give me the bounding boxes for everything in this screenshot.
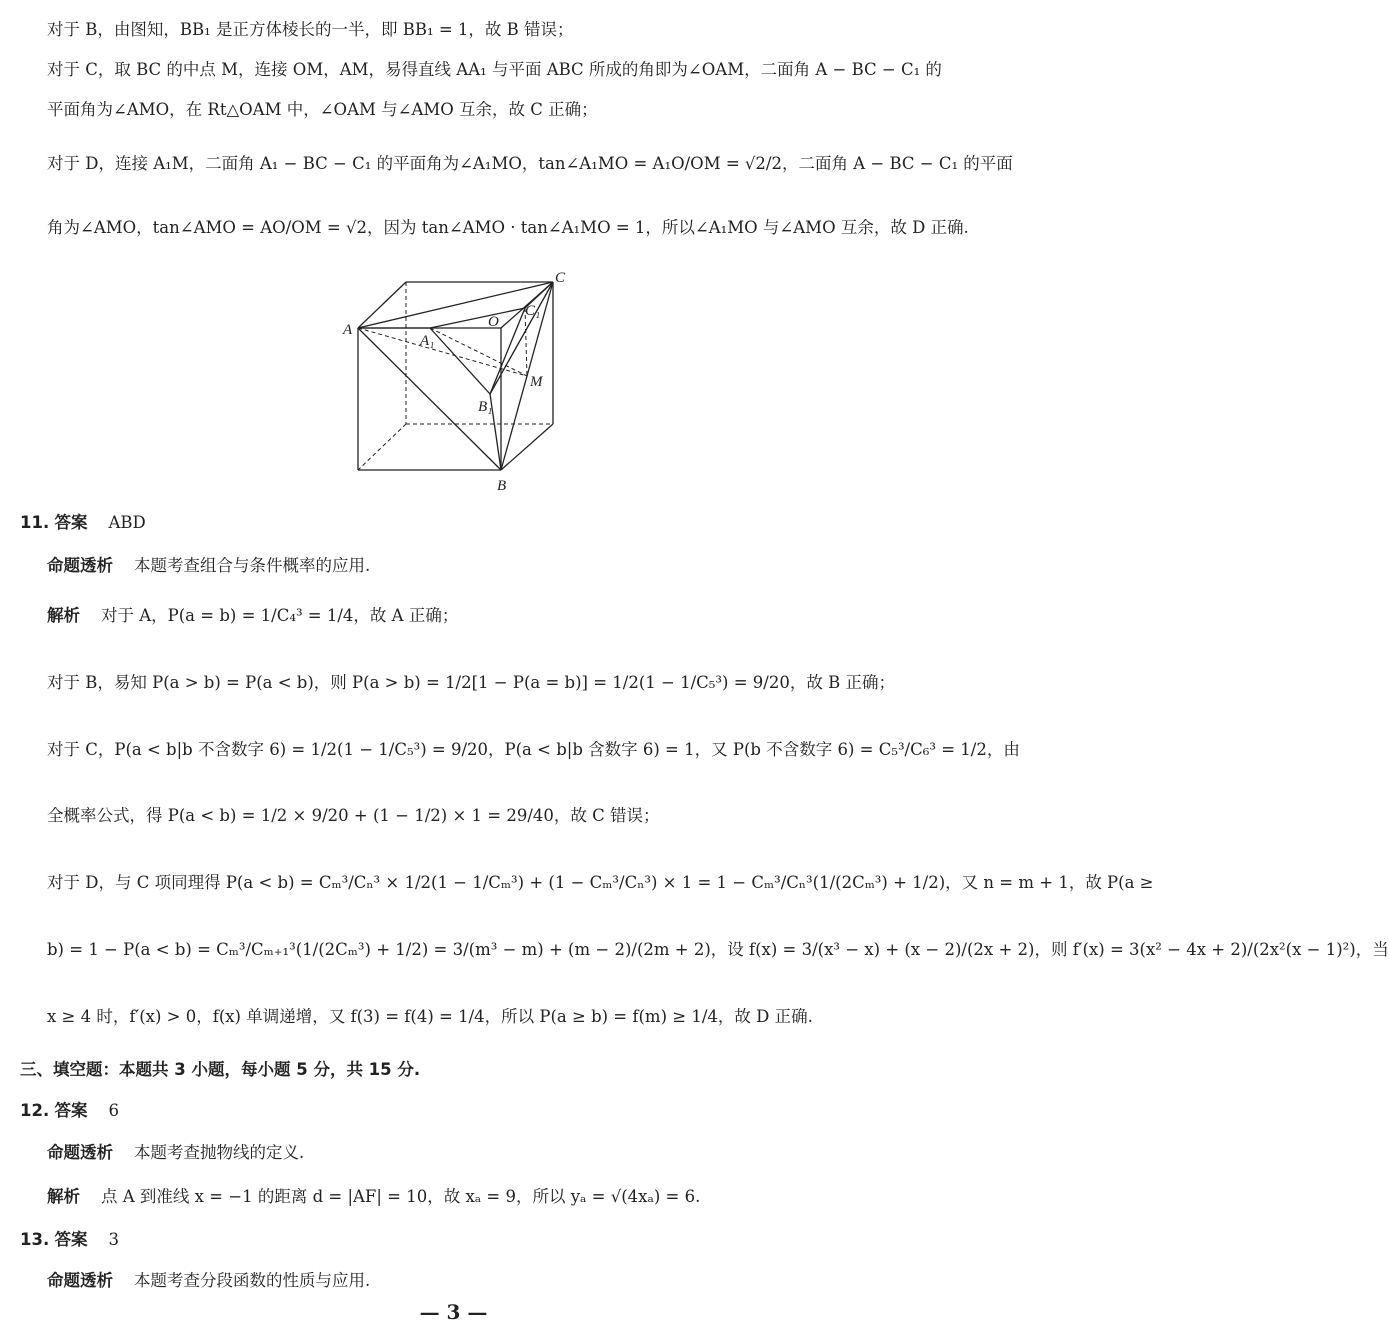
cube-figure [340,262,580,494]
fig-label-o: O [488,314,499,330]
q11-solution-label: 解析 [47,606,80,625]
q13-analysis-label: 命题透析 [47,1271,113,1290]
q11-answer-line [20,513,146,533]
p10-c1-text: 对于 C，取 BC 的中点 M，连接 OM，AM，易得直线 AA₁ 与平面 ABC 所成的角即为∠OAM，二面角 A − BC − C₁ 的 [47,60,942,79]
q13-number: 13. [20,1230,50,1249]
section-3-heading: 三、填空题：本题共 3 小题，每小题 5 分，共 15 分. [20,1060,421,1079]
fig-label-b: B [497,478,507,494]
q13-analysis: 本题考查分段函数的性质与应用. [133,1271,371,1290]
fig-label-a: A [343,322,353,338]
q12-solution-label: 解析 [47,1187,80,1206]
p10-b-text: 对于 B，由图知，BB₁ 是正方体棱长的一半，即 BB₁ = 1，故 B 错误； [47,20,574,39]
fig-label-a1: A₁ [420,333,435,349]
q12-answer-label: 答案 [54,1101,88,1120]
q11-solution-a-line [47,606,458,626]
q11-solution-d1: 对于 D，与 C 项同理得 P(a < b) = Cₘ³/Cₙ³ × 1/2(1 − 1/Cₘ³) + (1 − Cₘ³/Cₙ³) × 1 = 1 − Cₘ³/Cₙ³(1/(2Cₘ³) + 1/2)，又 n = m + 1，故 P(a ≥ [47,873,1154,892]
q11-solution-d2: b) = 1 − P(a < b) = Cₘ³/Cₘ₊₁³(1/(2Cₘ³) + 1/2) = 3/(m³ − m) + (m − 2)/(2m + 2)，设 f(x) = 3/(x³ − x) + (x − 2)/(2x + 2)，则 f′(x) = 3(x² − 4x + 2)/(2x²(x − 1)²)，当 [47,940,1389,959]
q12-answer: 6 [108,1101,119,1120]
fig-label-b1: B₁ [478,399,493,415]
q11-solution-c2: 全概率公式，得 P(a < b) = 1/2 × 9/20 + (1 − 1/2) × 1 = 29/40，故 C 错误； [47,806,660,825]
q11-solution-c1: 对于 C，P(a < b|b 不含数字 6) = 1/2(1 − 1/C₅³) = 9/20，P(a < b|b 含数字 6) = 1，又 P(b 不含数字 6) = C₅³/C₆³ = 1/2，由 [47,740,1020,759]
q13-analysis-line [47,1271,370,1291]
q11-number: 11. [20,513,50,532]
fig-label-m: M [530,374,543,390]
p10-c2-text: 平面角为∠AMO，在 Rt△OAM 中，∠OAM 与∠AMO 互余，故 C 正确； [47,100,598,119]
page-number: — 3 — [419,1300,488,1324]
q11-solution-b: 对于 B，易知 P(a > b) = P(a < b)，则 P(a > b) = 1/2[1 − P(a = b)] = 1/2(1 − 1/C₅³) = 9/20，故 B 正确； [47,673,895,692]
q11-analysis-label: 命题透析 [47,556,113,575]
q12-solution: 点 A 到准线 x = −1 的距离 d = |AF| = 10，故 xₐ = 9，所以 yₐ = √(4xₐ) = 6. [100,1187,701,1206]
q11-analysis-line [47,556,370,576]
q11-analysis: 本题考查组合与条件概率的应用. [133,556,371,575]
fig-label-c1: C₁ [525,303,541,319]
p10-d1-text: 对于 D，连接 A₁M，二面角 A₁ − BC − C₁ 的平面角为∠A₁MO，tan∠A₁MO = A₁O/OM = √2/2，二面角 A − BC − C₁ 的平面 [47,154,1013,173]
q12-analysis-label: 命题透析 [47,1143,113,1162]
q12-answer-line [20,1101,119,1121]
q11-solution-d3: x ≥ 4 时，f′(x) > 0，f(x) 单调递增，又 f(3) = f(4) = 1/4，所以 P(a ≥ b) = f(m) ≥ 1/4，故 D 正确. [47,1007,813,1026]
p10-d2-text: 角为∠AMO，tan∠AMO = AO/OM = √2，因为 tan∠AMO · tan∠A₁MO = 1，所以∠A₁MO 与∠AMO 互余，故 D 正确. [47,218,969,237]
q13-answer-line [20,1230,119,1250]
q13-answer-label: 答案 [54,1230,88,1249]
q12-analysis-line [47,1143,304,1163]
q11-solution-a: 对于 A，P(a = b) = 1/C₄³ = 1/4，故 A 正确； [100,606,459,625]
q13-answer: 3 [108,1230,119,1249]
q11-answer: ABD [108,513,146,532]
q11-answer-label: 答案 [54,513,88,532]
q12-solution-line [47,1187,700,1207]
q12-number: 12. [20,1101,50,1120]
q12-analysis: 本题考查抛物线的定义. [133,1143,305,1162]
fig-label-c: C [555,270,566,286]
